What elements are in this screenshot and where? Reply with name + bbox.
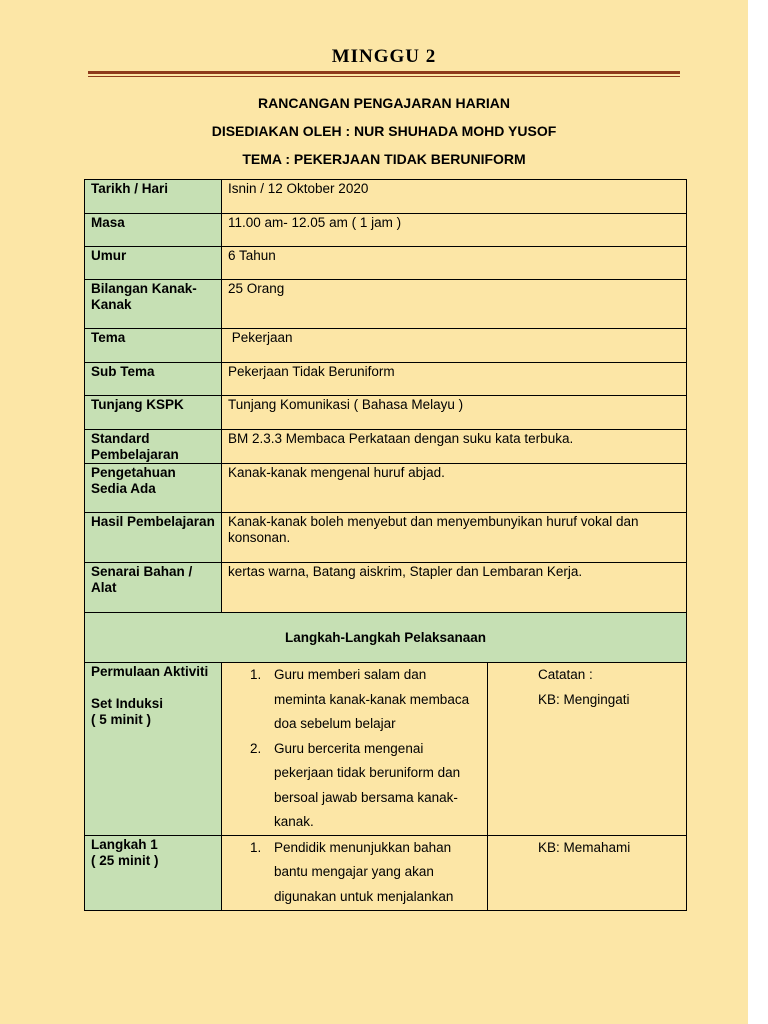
list-text: Guru bercerita mengenai pekerjaan tidak beruniform dan bersoal jawab bersama kanak-kanak. bbox=[274, 740, 461, 829]
step-label bbox=[85, 835, 222, 910]
step-label-line: Set Induksi bbox=[91, 696, 164, 711]
step-notes bbox=[488, 835, 687, 910]
row-value: Kanak-kanak boleh menyebut dan menyembunyikan huruf vokal dan konsonan. bbox=[222, 513, 687, 563]
step-notes bbox=[488, 663, 687, 836]
list-number: 2. bbox=[250, 740, 262, 756]
step-label-line: ( 5 minit ) bbox=[91, 712, 151, 727]
list-item bbox=[228, 836, 481, 910]
row-value: BM 2.3.3 Membaca Perkataan dengan suku kata terbuka. bbox=[222, 430, 687, 464]
list-number: 1. bbox=[250, 667, 262, 682]
step-label-line: Permulaan Aktiviti bbox=[91, 664, 209, 679]
row-label: Tema bbox=[85, 329, 222, 363]
note-line: KB: Mengingati bbox=[538, 691, 630, 707]
table-row bbox=[85, 513, 687, 563]
lesson-plan-table bbox=[84, 179, 687, 911]
row-label: Hasil Pembelajaran bbox=[85, 513, 222, 563]
step-row bbox=[85, 835, 687, 910]
plan-heading: RANCANGAN PENGAJARAN HARIAN bbox=[257, 95, 510, 111]
step-content bbox=[222, 835, 488, 910]
table-row bbox=[85, 329, 687, 363]
section-row bbox=[85, 613, 687, 663]
row-value: kertas warna, Batang aiskrim, Stapler dan Lembaran Kerja. bbox=[222, 563, 687, 613]
note-line: Catatan : bbox=[538, 667, 593, 682]
row-value: Isnin / 12 Oktober 2020 bbox=[222, 180, 687, 214]
row-label: Masa bbox=[85, 214, 222, 247]
page-title: MINGGU 2 bbox=[331, 46, 437, 67]
row-value: 25 Orang bbox=[222, 280, 687, 329]
table-row bbox=[85, 563, 687, 613]
table-row bbox=[85, 247, 687, 280]
step-label-line: Langkah 1 bbox=[91, 836, 158, 852]
step-label-line: ( 25 minit ) bbox=[91, 852, 159, 868]
row-value: 6 Tahun bbox=[222, 247, 687, 280]
list-number: 1. bbox=[250, 839, 262, 855]
list-item bbox=[228, 737, 481, 835]
row-value: Pekerjaan bbox=[222, 329, 687, 363]
table-row bbox=[85, 430, 687, 464]
step-content bbox=[222, 663, 488, 836]
step-label bbox=[85, 663, 222, 836]
section-title: Langkah-Langkah Pelaksanaan bbox=[85, 613, 687, 663]
table-row bbox=[85, 464, 687, 513]
step-list bbox=[228, 663, 481, 835]
step-row bbox=[85, 663, 687, 836]
prepared-by-heading: DISEDIAKAN OLEH : NUR SHUHADA MOHD YUSOF bbox=[211, 123, 557, 139]
table-row bbox=[85, 214, 687, 247]
title-rule-thin bbox=[88, 76, 680, 77]
list-item bbox=[228, 663, 481, 737]
step-list bbox=[228, 836, 481, 910]
list-text: Guru memberi salam dan meminta kanak-kanak membaca doa sebelum belajar bbox=[274, 667, 470, 731]
row-label: Bilangan Kanak-Kanak bbox=[85, 280, 222, 329]
note-line: KB: Memahami bbox=[538, 839, 631, 855]
table-row bbox=[85, 363, 687, 396]
row-label: Tunjang KSPK bbox=[85, 396, 222, 430]
row-label: Umur bbox=[85, 247, 222, 280]
row-label: Standard Pembelajaran bbox=[85, 430, 222, 464]
row-value: Kanak-kanak mengenal huruf abjad. bbox=[222, 464, 687, 513]
table-row bbox=[85, 396, 687, 430]
list-text: Pendidik menunjukkan bahan bantu mengajar yang akan digunakan untuk menjalankan bbox=[274, 839, 454, 904]
table-row bbox=[85, 180, 687, 214]
row-value: 11.00 am- 12.05 am ( 1 jam ) bbox=[222, 214, 687, 247]
row-value: Tunjang Komunikasi ( Bahasa Melayu ) bbox=[222, 396, 687, 430]
title-rule-thick bbox=[88, 71, 680, 74]
theme-heading: TEMA : PEKERJAAN TIDAK BERUNIFORM bbox=[242, 151, 526, 167]
row-label: Senarai Bahan / Alat bbox=[85, 563, 222, 613]
row-label: Sub Tema bbox=[85, 363, 222, 396]
row-label: Pengetahuan Sedia Ada bbox=[85, 464, 222, 513]
row-label: Tarikh / Hari bbox=[85, 180, 222, 214]
row-value: Pekerjaan Tidak Beruniform bbox=[222, 363, 687, 396]
table-row bbox=[85, 280, 687, 329]
